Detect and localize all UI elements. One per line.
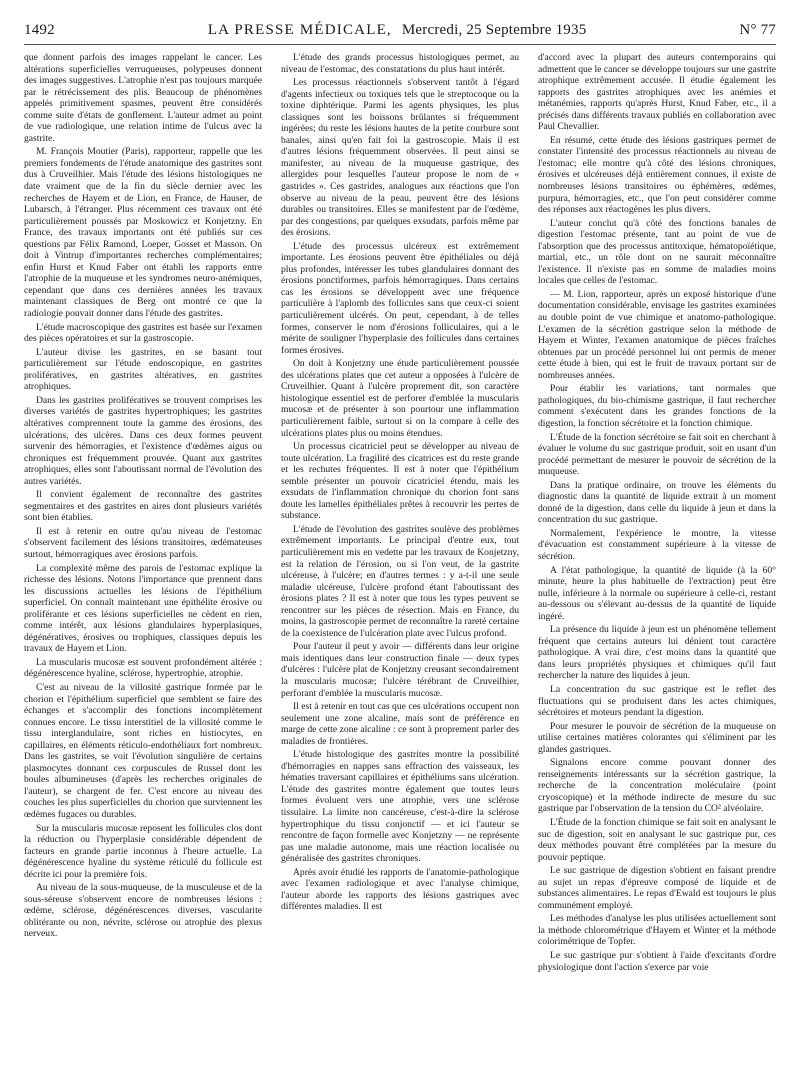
- paragraph: Il convient également de reconnaître des gastrites segmentaires et des gastrites en aires dont plusieurs variétés sont bien établies.: [24, 489, 262, 524]
- page-number: 1492: [24, 21, 55, 38]
- paragraph: — M. Lion, rapporteur, après un exposé historique d'une documentation considérable, envisage les gastrites examinées au double point de vue chimique et anatomo-pathologique. L'examen de la sécrétion gastrique selon la méthode de Hayem et Winter, l'examen anatomique de pièces fraîches obtenues par un procédé personnel lui ont permis de mener cette étude à bien, qui est le fruit de travaux portant sur de nombreuses années.: [538, 288, 776, 381]
- paragraph: L'Étude de la fonction sécrétoire se fait soit en cherchant à évaluer le volume du suc gastrique produit, soit en usant d'un procédé permettant de mesurer le pouvoir de sécrétion de la muqueuse.: [538, 431, 776, 478]
- paragraph: L'Étude de la fonction chimique se fait soit en analysant le suc de digestion, soit en analysant le suc gastrique pur, ces deux méthodes pouvant être complétées par la mesure du pouvoir peptique.: [538, 817, 776, 863]
- paragraph: Au niveau de la sous-muqueuse, de la musculeuse et de la sous-séreuse s'observent encore de nombreuses lésions : œdème, sclérose, dégénérescences diverses, vascularite oblitérante ou non, névrite, sclérose ou atrophie des plexus nerveux.: [24, 882, 262, 940]
- paragraph: Dans la pratique ordinaire, on trouve les éléments du diagnostic dans la quantité de liquide extrait à un moment donné de la digestion, dans celle du liquide à jeun et dans la concentration du suc gastrique.: [538, 479, 776, 526]
- paragraph: L'étude des grands processus histologiques permet, au niveau de l'estomac, des constatations du plus haut intérêt.: [281, 52, 519, 75]
- issue-number: N° 77: [739, 21, 776, 38]
- paragraph: En résumé, cette étude des lésions gastriques permet de constater l'intensité des processus réactionnels au niveau de l'estomac; elle montre qu'à côté des lésions chroniques, érosives et ulcéreuses déjà entièrement connues, il existe de nombreuses lésions transitoires ou éphémères, œdèmes, purpura, hémorragies, etc., que l'on peut considérer comme des réponses aux réactogènes les plus divers.: [538, 134, 776, 216]
- paragraph: Un processus cicatriciel peut se développer au niveau de toute ulcération. La fragilité des cicatrices est du reste grande et les rechutes fréquentes. Il est à noter que l'épithélium semble présenter un pouvoir cicatriciel étendu, mais les exsudats de l'inflammation chronique du chorion font sans doute les lamelles épithéliales prêtes à recouvrir les pertes de substance.: [281, 441, 519, 522]
- paragraph: A l'état pathologique, la quantité de liquide (à la 60° minute, heure la plus habituelle de l'extraction) peut être nulle, inférieure à la normale ou supérieure à celle-ci, restant au-dessous ou s'élevant au-dessus de la quantité de liquide ingéré.: [538, 564, 776, 622]
- paragraph: On doit à Konjetzny une étude particulièrement poussée des ulcérations plates que cet auteur a opposées à l'ulcère de Cruveilhier. Quant à l'ulcère proprement dit, son caractère histologique essentiel est de perforer d'emblée la muscularis mucosæ et de présenter à son pourtour une inflammation particulièrement faible, surtout si on la compare à celle des ulcérations plates plus ou moins étendues.: [281, 358, 519, 439]
- paragraph: L'étude macroscopique des gastrites est basée sur l'examen des pièces opératoires et sur la gastroscopie.: [24, 321, 262, 345]
- column-left: [24, 52, 262, 1072]
- paragraph: Sur la muscularis mucosæ reposent les follicules clos dont la réduction ou l'hyperplasie considérable dépendent de facteurs en grande partie inconnus à l'heure actuelle. La dégénérescence hyaline du système réticulé du follicule est décrite ici pour la première fois.: [24, 822, 262, 880]
- publication-title: LA PRESSE MÉDICALE,: [207, 21, 392, 38]
- paragraph: Le suc gastrique de digestion s'obtient en faisant prendre au sujet un repas d'épreuve composé de liquide et de substances alimentaires. Le repas d'Ewald est toujours le plus communément employé.: [538, 865, 776, 911]
- paragraph: L'auteur divise les gastrites, en se basant tout particulièrement sur l'étude endoscopique, en gastrites prolifératives, en gastrites altératives, en gastrites atrophiques.: [24, 346, 262, 393]
- paragraph: L'étude histologique des gastrites montre la possibilité d'hémorragies en nappes sans effraction des vaisseaux, les hématies traversant capillaires et épithéliums sans ulcération. L'étude des gastrites montre également que toutes leurs formes évoluent vers une atrophie, vers une sclérose tissulaire. La limite non cancéreuse, c'est-à-dire la sclérose hypertrophique du tissu conjonctif — et ici l'auteur se rencontre de façon formelle avec Konjetzny — ne représente pas une maladie autonome, mais une réaction localisée ou généralisée des gastrites chroniques.: [281, 749, 519, 865]
- header-rule: [24, 44, 776, 45]
- paragraph: La concentration du suc gastrique est le reflet des fluctuations qui se produisent dans les actes chimiques, sécrétoires et moteurs pendant la digestion.: [538, 683, 776, 719]
- paragraph: L'étude de l'évolution des gastrites soulève des problèmes extrêmement importants. Le principal d'entre eux, tout particulièrement mis en vedette par les travaux de Konjetzny, est la relation de l'érosion, ou si l'on veut, de la gastrite ulcéreuse, à l'ulcère; en d'autres termes : y a-t-il une seule maladie ulcéreuse, l'ulcère profond étant l'aboutissant des érosions plates ? Il est à noter que tous les types peuvent se rencontrer sur les pièces de résection. Mais en France, du moins, la gastroscopie permet de reconnaître la rareté certaine de la coexistence de l'ulcération plate avec l'ulcus profond.: [281, 523, 519, 639]
- paragraph: Le suc gastrique pur s'obtient à l'aide d'excitants d'ordre physiologique dont l'action s'exerce par voie: [538, 950, 776, 973]
- paragraph: La présence du liquide à jeun est un phénomène tellement fréquent que certains auteurs lui dénient tout caractère pathologique. A vrai dire, c'est moins dans la quantité que dans leurs propriétés physiques et chimiques qu'il faut rechercher la nature des liquides à jeun.: [538, 624, 776, 682]
- paragraph: La complexité même des parois de l'estomac explique la richesse des lésions. Notons l'importance que prennent dans les discussions actuelles les lésions de l'épithélium superficiel. On connaît maintenant une épithélite érosive ou proliférante et ces lésions superficielles ne cèdent en rien, comme intérêt, aux lésions glandulaires hyperplasiques, dégénératives, érosives ou trophiques, classiques depuis les travaux de Hayem et Lion.: [24, 562, 262, 655]
- paragraph: Pour l'auteur il peut y avoir — différents dans leur origine mais identiques dans leur construction finale — deux types d'ulcères : l'ulcère plat de Konjetzny creusant secondairement la muscularis mucosæ; l'ulcère térébrant de Cruveilhier, perforant d'emblée la muscularis mucosæ.: [281, 641, 519, 699]
- paragraph: Pour mesurer le pouvoir de sécrétion de la muqueuse on utilise certaines matières colorantes qui s'éliminent par les glandes gastriques.: [538, 720, 776, 755]
- issue-date: Mercredi, 25 Septembre 1935: [401, 21, 587, 38]
- paragraph: L'auteur conclut qu'à côté des fonctions banales de digestion l'estomac présente, tant au point de vue de l'absorption que des processus antitoxique, hématopoïétique, martial, etc., un rôle dont on ne saurait méconnaître l'existence. Il n'existe pas en somme de maladies moins locales que celles de l'estomac.: [538, 217, 776, 287]
- paragraph: Il est à retenir en outre qu'au niveau de l'estomac s'observent facilement des lésions transitoires, œdémateuses surtout, hémorragiques avec érosions parfois.: [24, 525, 262, 560]
- page-header: [24, 18, 776, 42]
- paragraph: La muscularis mucosæ est souvent profondément altérée : dégénérescence hyaline, sclérose, hypertrophie, atrophie.: [24, 656, 262, 680]
- paragraph: Les méthodes d'analyse les plus utilisées actuellement sont la méthode chlorométrique d'Hayem et Winter et la méthode colorimétrique de Topfer.: [538, 913, 776, 948]
- paragraph: Il est à retenir en tout cas que ces ulcérations occupent non seulement une zone alcaline, mais sont de préférence en marge de cette zone alcaline : ce sont à proprement parler des maladies de frontières.: [281, 701, 519, 747]
- paragraph: Les processus réactionnels s'observent tantôt à l'égard d'agents infectieux ou toxiques tels que le streptocoque ou la toxine diphtérique. Parmi les agents physiques, les plus classiques sont les boissons brûlantes si fréquemment ingérées; du reste les lésions hautes de la petite courbure sont banales, ainsi qu'en fait foi la gastroscopie. Mais il est d'autres lésions fréquemment observées. Il peut ainsi se manifester, au niveau de la muqueuse gastrique, des allergides pour lesquelles l'auteur propose le nom de « gastrides ». Ces gastrides, analogues aux réactions que l'on observe au niveau de la peau, peuvent être des lésions durables ou transitoires. Elles se manifestent par de l'œdème, par des congestions, par quelques exsudats, parfois même par des érosions.: [281, 77, 519, 239]
- paragraph: Signalons encore comme pouvant donner des renseignements intéressants sur la sécrétion gastrique, la recherche de la concentration moléculaire (point cryoscopique) et la méthode indirecte de mesure du suc gastrique par l'observation de la tension du CO² alvéolaire.: [538, 757, 776, 815]
- paragraph: que donnent parfois des images rappelant le cancer. Les altérations superficielles verruqueuses, polypeuses donnent des images suggestives. L'atrophie n'est pas toujours marquée par le rétrécissement des plis. Beaucoup de phénomènes appelés primitivement spasmes, peuvent être considérés comme suite d'états de gonflement. L'auteur admet au point de vue radiologique, une relation intime de l'ulcus avec la gastrite.: [24, 52, 262, 144]
- paragraph: Pour établir les variations, tant normales que pathologiques, du bio-chimisme gastrique, il faut rechercher comment s'exécutent dans les grandes fonctions de la digestion, la fonction sécrétoire et la fonction chimique.: [538, 383, 776, 429]
- paragraph: M. François Moutier (Paris), rapporteur, rappelle que les premiers fondements de l'étude anatomique des gastrites sont dus à Cruveilhier. Mais l'étude des lésions histologiques ne date vraiment que de la fin du siècle dernier avec les recherches de Hayem et de Lion, en France, de Hauser, de Lubarsch, à l'étranger. Plus récemment ces travaux ont été particulièrement poussés par Moskowicz et Konjetzny. En France, des travaux importants ont été publiés sur ces questions par Félix Ramond, Loeper, Gosset et Masson. On doit à Vintrup d'importantes recherches complémentaires; enfin Hurst et Knud Faber ont établi les rapports entre l'atrophie de la muqueuse et les syndromes neuro-anémiques, cependant que dans ces dernières années les travaux maintenant classiques de Berg ont montré ce que la radiologie pouvait donner dans l'étude des gastrites.: [24, 146, 262, 320]
- paragraph: C'est au niveau de la villosité gastrique formée par le chorion et l'épithélium superficiel que semblent se faire des échanges et s'accomplir des fonctions incomplètement connues encore. Le tissu interstitiel de la villosité comme le tissu interglandulaire, sont riches en histiocytes, en capillaires, en éléments réticulo-endothéliaux fort nombreux. Dans les gastrites, se voit l'évolution singulière de certains plasmocytes donnant ces corpuscules de Russel dont les boules albumineuses (d'après les recherches originales de l'auteur), se chargent de fer. C'est encore au niveau des couches les plus superficielles du chorion que surviennent les œdèmes fugaces ou durables.: [24, 681, 262, 820]
- column-right: [538, 52, 776, 1072]
- paragraph: L'étude des processus ulcéreux est extrêmement importante. Les érosions peuvent être épithéliales ou déjà plus profondes, intéresser les tubes glandulaires donnant des érosions ponctiformes, parfois hémorragiques. Dans certains cas les érosions se développent avec une fréquence particulière à l'aplomb des follicules sans que ceux-ci soient particulièrement ulcérés. On peut, cependant, à de telles formes, conserver le nom d'érosions folliculaires, qui a le mérite de souligner l'hyperplasie des follicules dans certaines formes érosives.: [281, 240, 519, 356]
- paragraph: d'accord avec la plupart des auteurs contemporains qui admettent que le cancer se développe toujours sur une gastrite atrophique extrêmement accusée. Il étudie également les rapports des gastrites atrophiques avec les anémies et métanémies, rapports qu'après Hurst, Knud Faber, etc., il a précisés dans différents travaux publiés en collaboration avec Paul Chevallier.: [538, 52, 776, 133]
- paragraph: Normalement, l'expérience le montre, la vitesse d'évacuation est constamment supérieure à la vitesse de sécrétion.: [538, 527, 776, 562]
- column-middle: [281, 52, 519, 1072]
- paragraph: Dans les gastrites prolifératives se trouvent comprises les diverses variétés de gastrites hypertrophiques; les gastrites altératives comprennent toute la gamme des érosions, des ulcérations, des ulcères. Dans ces deux formes peuvent survenir des hémorragies, et l'existence d'œdèmes aigus ou chroniques est fréquemment prouvée. Quant aux gastrites atrophiques, elles sont l'aboutissant normal de l'évolution des autres variétés.: [24, 394, 262, 487]
- paragraph: Après avoir étudié les rapports de l'anatomie-pathologique avec l'examen radiologique et avec l'analyse chimique, l'auteur aborde les rapports des lésions gastriques avec différentes maladies. Il est: [281, 866, 519, 913]
- article-columns: [24, 52, 776, 1072]
- header-title-group: [208, 22, 587, 39]
